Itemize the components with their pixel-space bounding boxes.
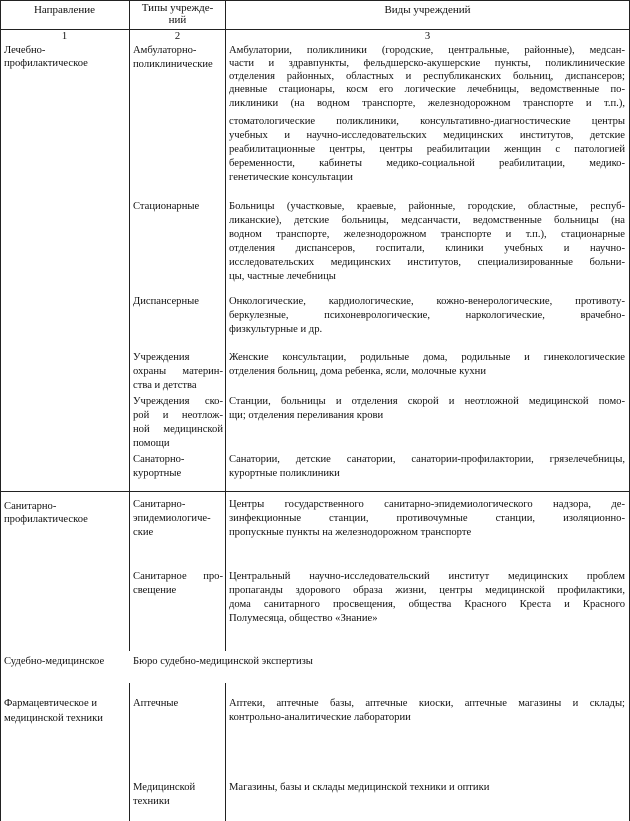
type-sanat-line1: Санаторно- [133, 454, 185, 465]
header-direction: Направление [33, 4, 96, 16]
kinds-prosv-line: Полумесяца, общество «Знание» [229, 613, 378, 624]
kinds-emerg-line: щи; отделения переливания крови [229, 410, 384, 421]
type-amb-line2: поликлинические [133, 59, 213, 70]
column-number-1: 1 [61, 31, 68, 42]
type-sep-line1: Санитарно- [133, 499, 186, 510]
header-types-line1: Типы учрежде- [141, 2, 214, 14]
kinds-sanat-line: Санатории, детские санатории, санатории-профилактории, грязелечебницы, [229, 454, 625, 465]
direction-lp-line1: Лечебно- [4, 45, 46, 56]
direction-pharm-line1: Фармацевтическое и [4, 698, 98, 709]
direction-forensic: Судебно-медицинское [4, 656, 105, 667]
table-left-border [0, 0, 1, 821]
type-dispensary: Диспансерные [133, 296, 199, 307]
kinds-prosv-line: дома санитарного просвещения, общества Красного Креста и Красного [229, 599, 625, 610]
kinds-stat-line: водном транспорте, железнодорожном транспорте и т.п.), стационарные [229, 229, 625, 240]
header-kinds: Виды учреждений [384, 4, 471, 16]
kinds-stat-line: ликанские), детские больницы, медсанчасти, ведомственные больницы (на [229, 215, 625, 226]
kinds-prosv-line: Центральный научно-исследовательский институт медицинских проблем [229, 571, 625, 582]
col-divider-1-section-4 [129, 683, 130, 821]
type-pharmacy: Аптечные [133, 698, 179, 709]
section-divider-sanitary [0, 491, 630, 492]
type-emerg-line1: Учреждения ско- [133, 396, 223, 407]
kinds-disp-line: беркулезные, психоневрологические, наркологические, врачебно- [229, 310, 625, 321]
col-divider-2-lower [225, 683, 226, 821]
type-emerg-line3: ной медицинской [133, 424, 223, 435]
column-number-2: 2 [174, 31, 181, 42]
type-emerg-line2: рой и неотлож- [133, 410, 223, 421]
kinds-amb-line: части и здравпункты, фельдшерско-акушерские пункты, поликлинические [229, 58, 625, 69]
type-ohr-line1: Учреждения [133, 352, 190, 363]
kinds-sanat-line: курортные поликлиники [229, 468, 340, 479]
type-prosv-line1: Санитарное про- [133, 571, 223, 582]
kinds-pharm-line: Аптеки, аптечные базы, аптечные киоски, аптечные магазины и склады; [229, 698, 625, 709]
kinds-amb-line: стоматологические поликлиники, консультативно-диагностические центры [229, 116, 625, 127]
type-sep-line2: эпидемиологиче- [133, 513, 211, 524]
kinds-amb-line: ликлиники (на водном транспорте, железнодорожном транспорте и т.п.), [229, 98, 625, 109]
kinds-stat-line: исследовательских медицинских институтов, специализированные больни- [229, 257, 625, 268]
type-stationary: Стационарные [133, 201, 200, 212]
kinds-pharm-line: контрольно-аналитические лаборатории [229, 712, 411, 723]
kinds-ohr-line: отделения больниц, дома ребенка, ясли, молочные кухни [229, 366, 487, 377]
kinds-medtech: Магазины, базы и склады медицинской техники и оптики [229, 782, 490, 793]
kinds-sep-line: пропускные пункты на железнодорожном транспорте [229, 527, 472, 538]
col-divider-1-section-2 [129, 491, 130, 651]
header-types-line2: ний [168, 14, 187, 26]
col-divider-1-section-1 [129, 29, 130, 491]
col-divider-2-upper [225, 29, 226, 651]
kinds-stat-line: цы, частные лечебницы [229, 271, 336, 282]
type-ohr-line2: охраны материн- [133, 366, 223, 377]
kinds-forensic: Бюро судебно-медицинской экспертизы [133, 656, 313, 667]
type-sanat-line2: курортные [133, 468, 182, 479]
kinds-prosv-line: пропаганды здорового образа жизни, центры медицинской профилактики, [229, 585, 625, 596]
direction-sp-line1: Санитарно- [4, 501, 57, 512]
kinds-sep-line: зинфекционные станции, противочумные станции, изоляционно- [229, 513, 625, 524]
kinds-amb-line: генетические консультации [229, 172, 353, 183]
direction-lp-line2: профилактическое [4, 58, 88, 69]
kinds-emerg-line: Станции, больницы и отделения скорой и неотложной медицинской помо- [229, 396, 625, 407]
type-emerg-line4: помощи [133, 438, 170, 449]
type-medtech-line1: Медицинской [133, 782, 196, 793]
type-sep-line3: ские [133, 527, 154, 538]
kinds-ohr-line: Женские консультации, родильные дома, родильные и гинекологические [229, 352, 625, 363]
kinds-disp-line: физкультурные и др. [229, 324, 323, 335]
kinds-amb-line: дневные стационары, косм его логические лечебницы, ведомственные по- [229, 84, 625, 95]
type-medtech-line2: техники [133, 796, 170, 807]
direction-pharm-line2: медицинской техники [4, 713, 103, 724]
table-top-border [0, 0, 630, 1]
kinds-amb-line: беременности, кабинеты медико-социальной реабилитации, медико- [229, 158, 625, 169]
kinds-disp-line: Онкологические, кардиологические, кожно-венерологические, противоту- [229, 296, 625, 307]
column-number-3: 3 [424, 31, 431, 42]
type-prosv-line2: свещение [133, 585, 177, 596]
kinds-stat-line: Больницы (участковые, краевые, районные, городские, областные, респуб- [229, 201, 625, 212]
kinds-sep-line: Центры государственного санитарно-эпидемиологического надзора, де- [229, 499, 625, 510]
type-amb-line1: Амбулаторно- [133, 45, 197, 56]
type-ohr-line3: ства и детства [133, 380, 197, 391]
kinds-stat-line: отделения диспансеров, госпитали, клиники учебных и научно- [229, 243, 625, 254]
direction-sp-line2: профилактическое [4, 514, 88, 525]
kinds-amb-line: учебных и научно-исследовательских медицинских институтов, детские [229, 130, 625, 141]
kinds-amb-line: отделения районных, областных и республиканских больниц, диспансеров; [229, 71, 625, 82]
kinds-amb-line: Амбулатории, поликлиники (городские, центральные, районные), медсан- [229, 45, 625, 56]
kinds-amb-line: реабилитационные центры, центры реабилитации женщин с патологией [229, 144, 625, 155]
